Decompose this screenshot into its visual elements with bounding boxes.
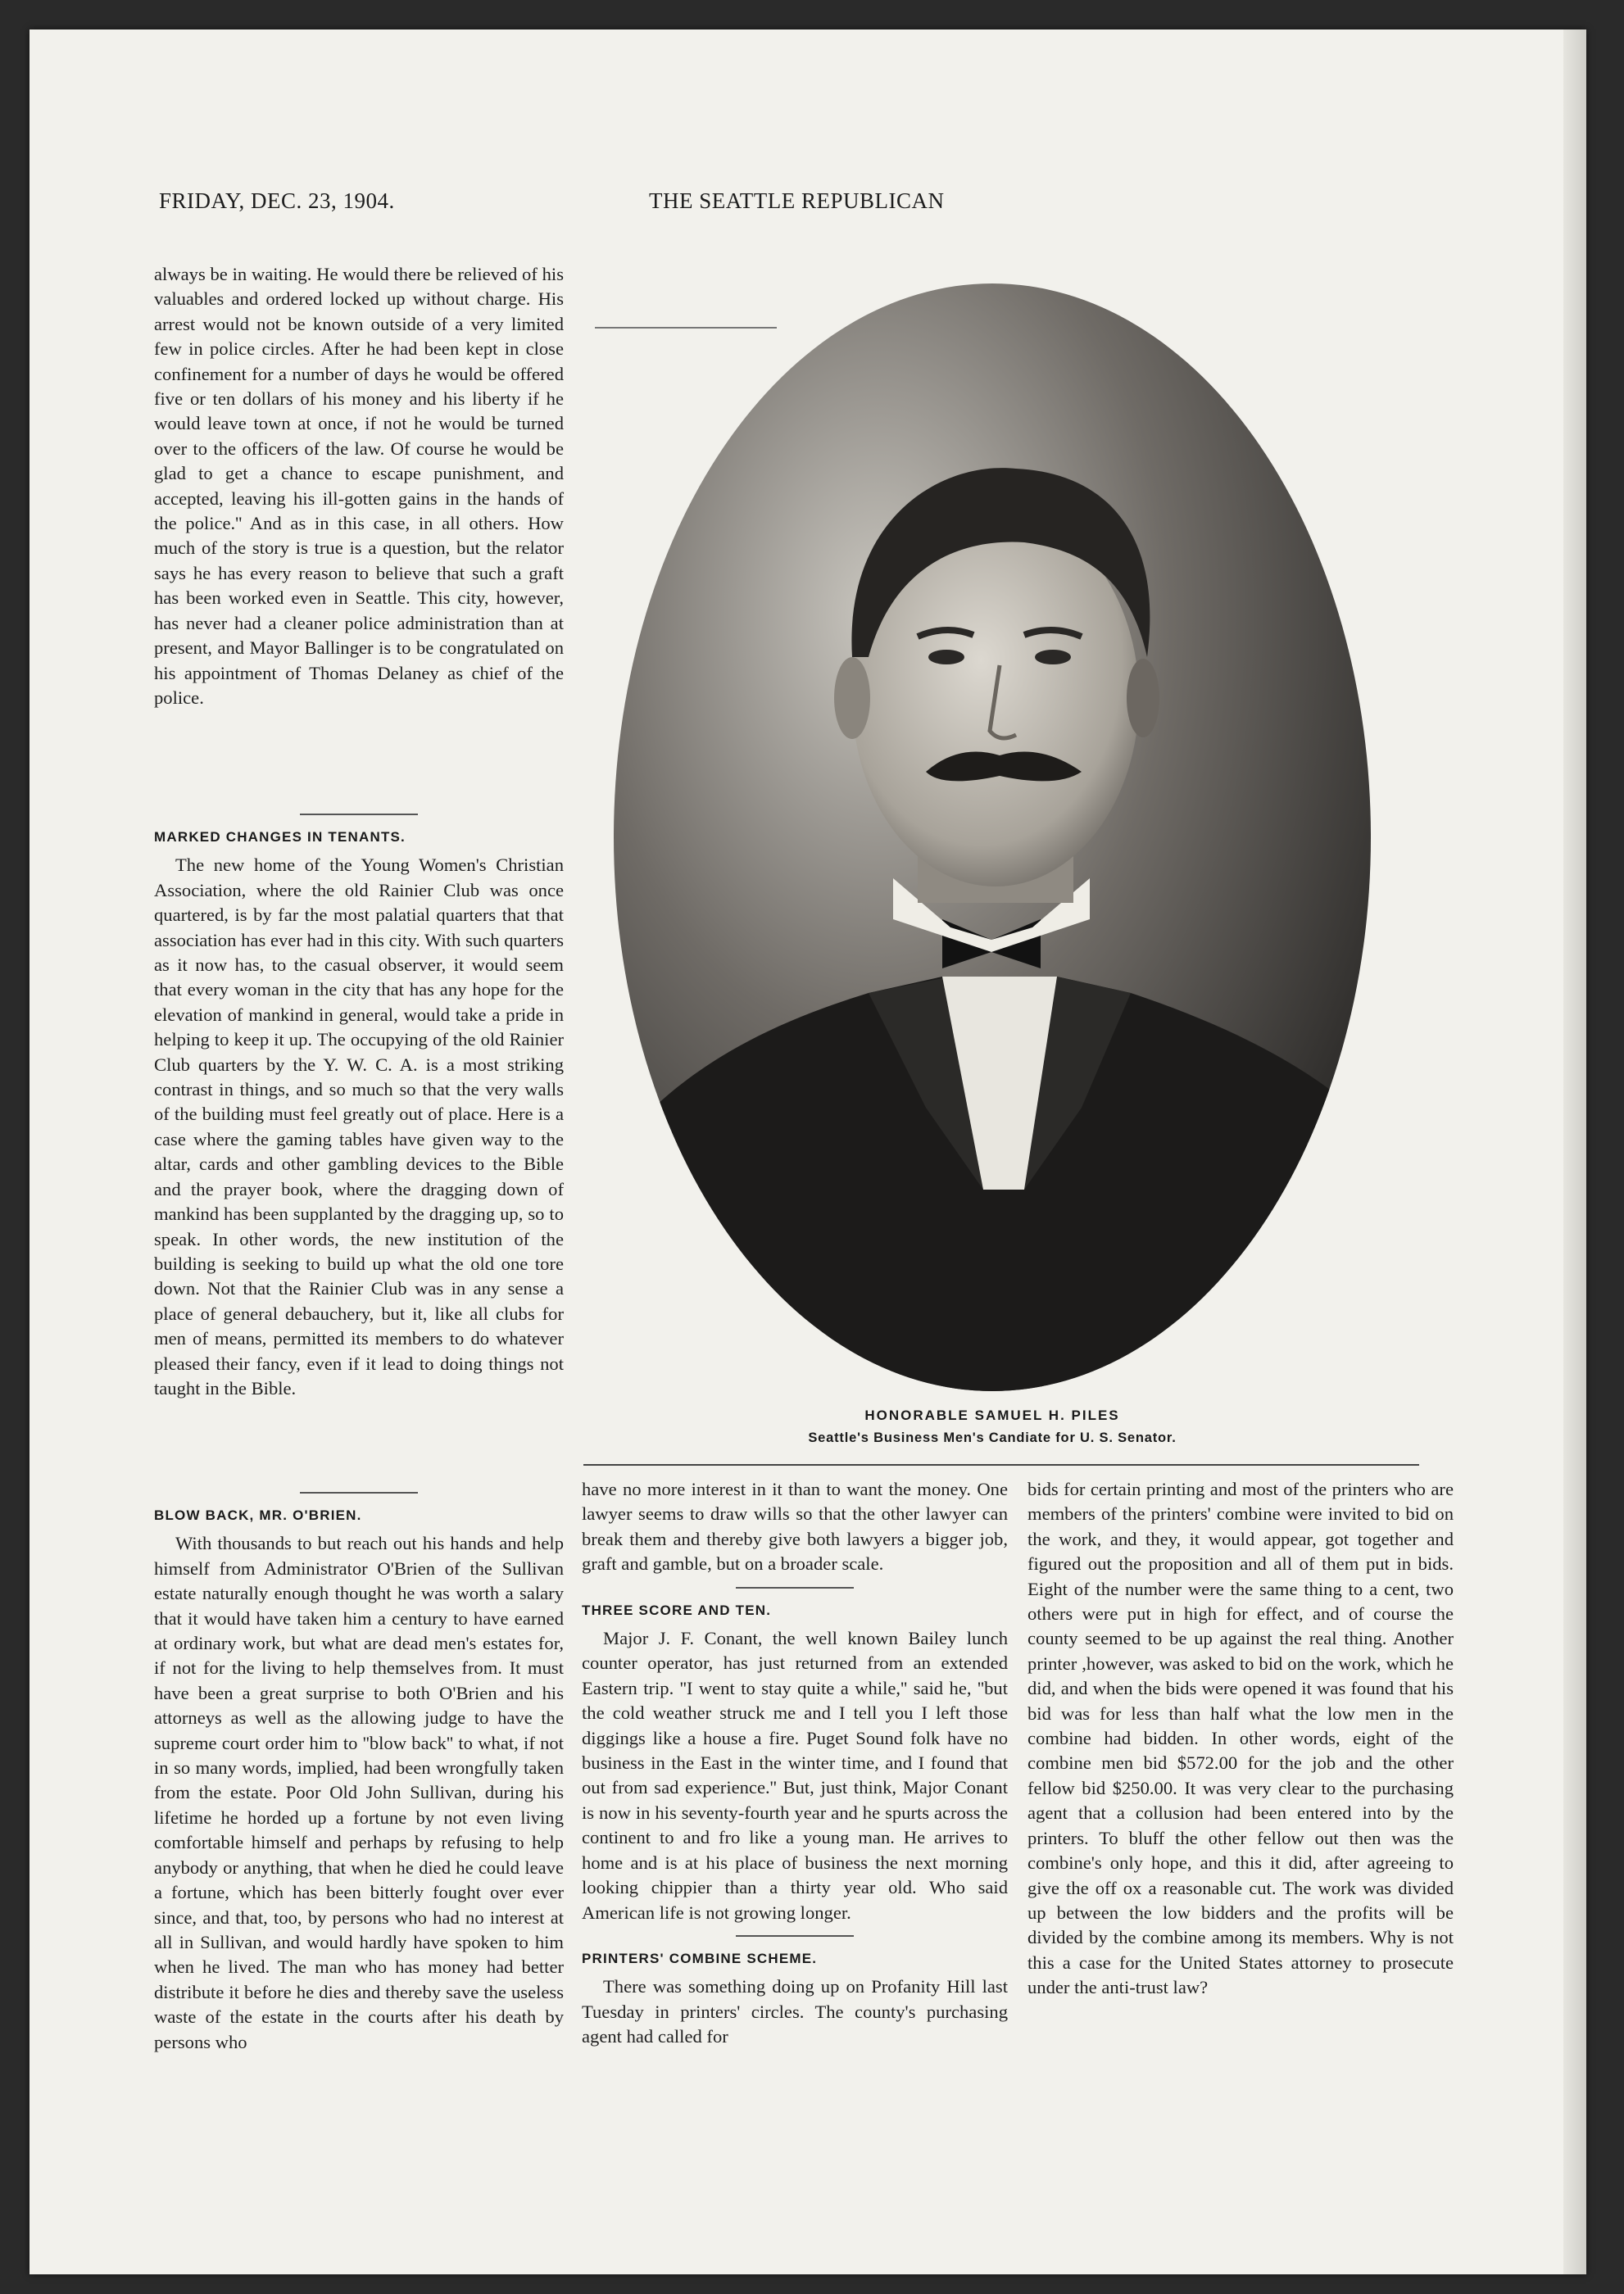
- article-marked-changes: [154, 804, 564, 1401]
- section-divider: [736, 1935, 854, 1937]
- newspaper-title: THE SEATTLE REPUBLICAN: [649, 188, 945, 213]
- portrait-photo: [598, 272, 1386, 1403]
- section-divider: [736, 1587, 854, 1589]
- caption-rule: [583, 1464, 1419, 1466]
- portrait-caption-name: HONORABLE SAMUEL H. PILES: [864, 1408, 1120, 1423]
- article-body: Major J. F. Conant, the well known Bailey lunch counter operator, has just returned from an extended Eastern trip. ''I went to stay quite a while,'' said he, ''but the cold weather struck me and I tell you I left those diggings like a house a fire. Puget Sound folk have no business in the East in the winter time, and I found that out from sad experience.'' But, just think, Major Conant is now in his seventy-fourth year and he spurts across the continent to and fro like a young man. He arrives to home and is at his place of business the next morning looking chippier than a thirty year old. Who said American life is not growing longer.: [582, 1628, 1008, 1923]
- issue-date: FRIDAY, DEC. 23, 1904.: [159, 188, 395, 213]
- article-body: always be in waiting. He would there be relieved of his valuables and ordered locked up without charge. His arrest would not be known outside of a very limited few in police circles. After he had been kept in close confinement for a number of days he would be offered five or ten dollars of his money and his liberty if he would leave town at once, if not he would be turned over to the officers of the law. Of course he would be glad to get a chance to escape punishment, and accepted, leaving his ill-gotten gains in the hands of the police.'' And as in this case, in all others. How much of the story is true is a question, but the relator says he has every reason to believe that such a graft has been worked even in Seattle. This city, however, has never had a cleaner police administration than at present, and Mayor Ballinger is to be congratulated on his appointment of Thomas Delaney as chief of the police.: [154, 264, 564, 708]
- portrait-image: [598, 272, 1386, 1403]
- page-edge: [1563, 29, 1586, 2274]
- article-column-2: [582, 1477, 1008, 2050]
- section-divider: [300, 814, 418, 815]
- article-heading: BLOW BACK, MR. O'BRIEN.: [154, 1507, 362, 1523]
- section-divider: [300, 1492, 418, 1494]
- article-body: have no more interest in it than to want the money. One lawyer seems to draw wills so that the other lawyer can break them and thereby give both lawyers a bigger job, graft and gamble, but on a broader scale.: [582, 1479, 1008, 1575]
- article-body: There was something doing up on Profanity Hill last Tuesday in printers' circles. The county's purchasing agent had called for: [582, 1976, 1008, 2047]
- article-heading: PRINTERS' COMBINE SCHEME.: [582, 1950, 818, 1966]
- article-blow-back: [154, 1482, 564, 2055]
- article-body: With thousands to but reach out his hands and help himself from Administrator O'Brien of the Sullivan estate naturally enough thought he was worth a salary that it would have taken him a century to have earned at ordinary work, but what are dead men's estates for, if not for the living to help themselves from. It must have been a great surprise to both O'Brien and his attorneys as well as the allowing judge to have the supreme court order him to ''blow back'' to what, if not in so many words, implied, had been wrongfully taken from the estate. Poor Old John Sullivan, during his lifetime he horded up a fortune by not even living comfortable himself and perhaps by refusing to help anybody or anything, that when he died he could leave a fortune, which has been bitterly fought over ever since, and that, too, by persons who had no interest at all in Sullivan, and would hardly have spoken to him when he lived. The man who has money had better distribute it before he dies and thereby save the useless waste of the estate in the courts after his death by persons who: [154, 1533, 564, 2052]
- article-police-graft-continued: [154, 262, 564, 710]
- article-body: The new home of the Young Women's Christian Association, where the old Rainier Club was once quartered, is by far the most palatial quarters that that association has ever had in this city. With such quarters as it now has, to the casual observer, it would seem that every woman in the city that has any hope for the elevation of mankind in general, would take a pride in helping to keep it up. The occupying of the old Rainier Club quarters by the Y. W. C. A. is a most striking contrast in things, and so much so that the very walls of the building must feel greatly out of place. Here is a case where the gaming tables have given way to the altar, cards and other gambling devices to the Bible and the prayer book, where the dragging down of mankind has been supplanted by the dragging up, so to speak. In other words, the new institution of the building is seeking to build up what the old one tore down. Not that the Rainier Club was in any sense a place of general debauchery, but it, like all clubs for men of means, permitted its members to do whatever pleased their fancy, even if it lead to doing things not taught in the Bible.: [154, 855, 564, 1399]
- article-heading: THREE SCORE AND TEN.: [582, 1602, 772, 1618]
- newspaper-page: [29, 29, 1586, 2274]
- article-heading: MARKED CHANGES IN TENANTS.: [154, 829, 406, 845]
- article-body: bids for certain printing and most of the printers who are members of the printers' combine were invited to bid on the work, and they, it would appear, got together and figured out the proposition and all of them put in bids. Eight of the number were the same thing to a cent, two others were put in high for effect, and of course the county seemed to be up against the real thing. Another printer ,however, was asked to bid on the work, which he did, and when the bids were opened it was found that his bid was for less than half what the low men in the combine had bidden. In other words, eight of the combine men bid $572.00 for the job and the other fellow bid $250.00. It was very clear to the purchasing agent that a collusion had been entered into by the printers. To bluff the other fellow out then was the combine's only hope, and this it did, after agreeing to give the off ox a reasonable cut. The work was divided up between the low bidders and the profits will be divided by the combine among its members. Why is not this a case for the United States attorney to prosecute under the anti-trust law?: [1027, 1479, 1454, 1998]
- portrait-caption-subtitle: Seattle's Business Men's Candiate for U. S. Senator.: [808, 1430, 1177, 1445]
- article-column-3: [1027, 1477, 1454, 2001]
